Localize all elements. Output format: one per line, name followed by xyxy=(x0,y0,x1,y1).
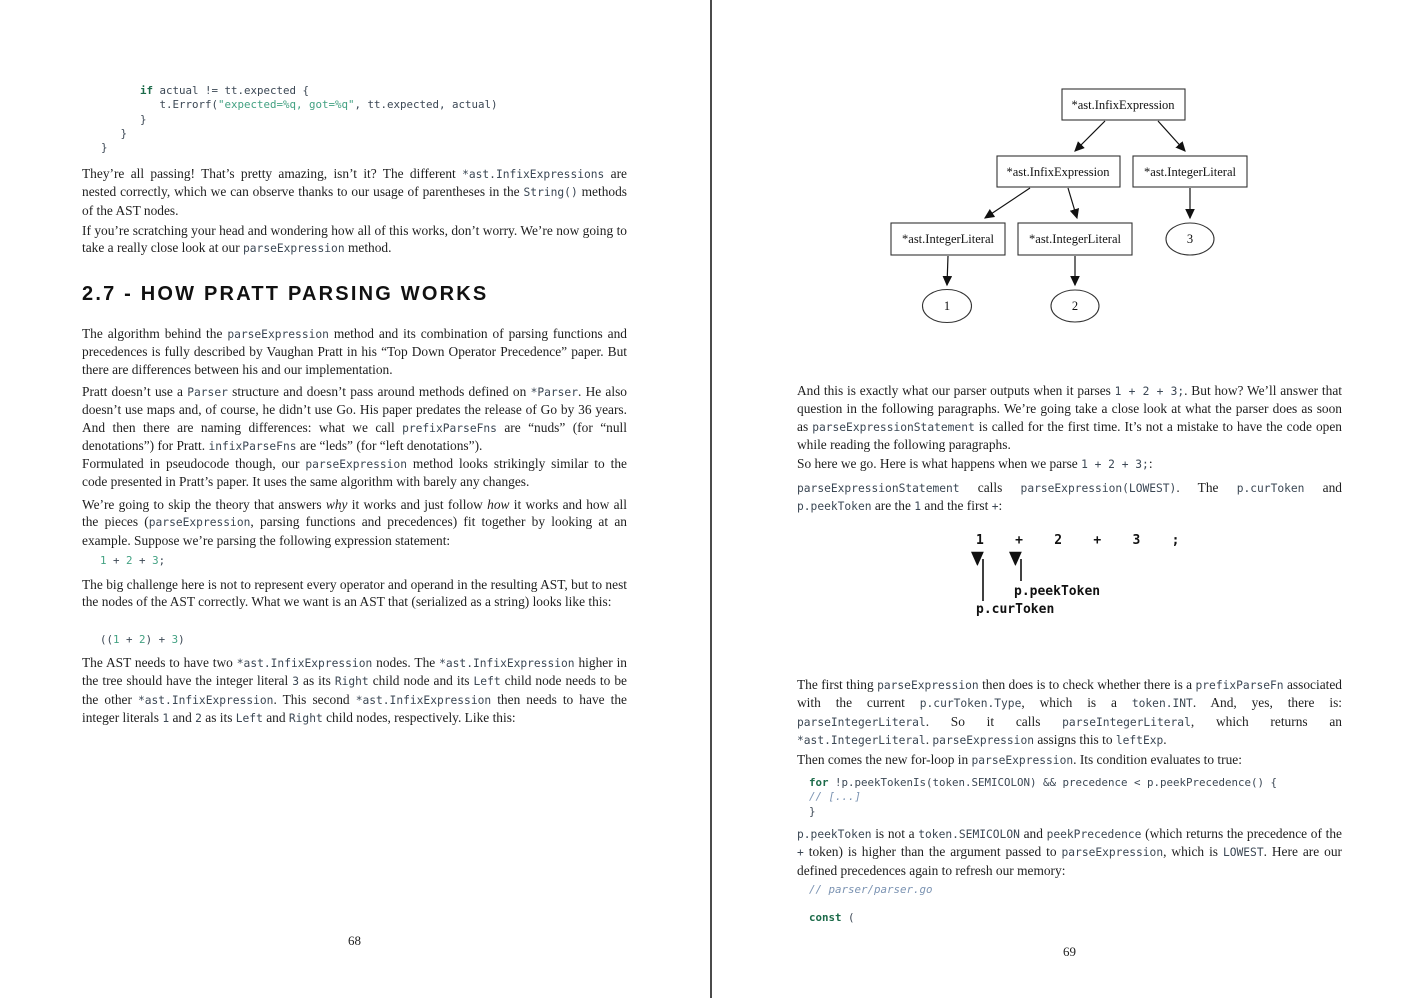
paragraph-so-here-we-go xyxy=(797,455,1342,473)
text-run: is not a xyxy=(871,826,919,841)
text-run: The AST needs to have two xyxy=(82,655,237,670)
page-number-right: 69 xyxy=(1063,944,1076,959)
text-run: The big challenge here is not to represent every operator and operand in the resulting AST, but to nest the nodes of the AST correctly. What we want is an AST that (serialized as a string) looks like this: xyxy=(82,577,627,610)
code-block-for-loop xyxy=(809,776,1277,819)
text-run: parseExpression xyxy=(227,328,329,341)
text-run: } xyxy=(101,141,108,155)
text-run: } xyxy=(101,112,147,126)
text-run: why xyxy=(325,497,348,512)
text-run: , which returns an xyxy=(1190,713,1342,729)
text-run: 2 xyxy=(195,711,202,725)
text-run: Left xyxy=(235,711,263,725)
text-run: The algorithm behind the xyxy=(82,326,228,341)
text-run: "expected=%q, got=%q" xyxy=(218,98,355,112)
text-run: const xyxy=(809,911,842,924)
text-run: structure and doesn’t pass around methods defined on xyxy=(227,384,531,399)
paragraph-first-thing xyxy=(797,676,1342,749)
text-run: } xyxy=(101,126,128,140)
node-label-right-intlit: *ast.IntegerLiteral xyxy=(1144,165,1236,179)
text-run: p.curToken xyxy=(1236,482,1305,495)
edge-lit-to-1 xyxy=(947,256,948,285)
edge-infix-to-lit1 xyxy=(985,188,1030,218)
code-line xyxy=(100,633,185,647)
text-run xyxy=(101,84,140,97)
code-line xyxy=(101,98,498,112)
text-run: method. xyxy=(344,240,392,256)
peek-token-label: p.peekToken xyxy=(1014,584,1101,599)
text-run: And this is exactly what our parser outputs when it parses xyxy=(797,383,1115,398)
text-run: 3 xyxy=(171,633,179,646)
ast-tree-diagram xyxy=(862,85,1282,335)
code-line xyxy=(100,554,165,568)
text-run: They’re all passing! That’s pretty amazing, isn’t it? The different xyxy=(82,166,463,181)
text-run: We’re going to skip the theory that answers xyxy=(82,497,326,512)
text-run: higher in the tree should have the integer literal xyxy=(82,655,627,689)
text-run: is called for the first time. It’s not a mistake to have the code open while reading the following paragraphs. xyxy=(797,418,1342,452)
text-run: // [...] xyxy=(809,790,862,804)
text-run: p.peekToken xyxy=(797,500,872,514)
text-run: . But how? We’ll answer that question in the following paragraphs. We’re going take a close look at what the parser does as soon as xyxy=(797,383,1343,434)
token-pointer-figure xyxy=(964,533,1234,628)
text-run: *ast.InfixExpression xyxy=(355,693,492,707)
text-run: as its xyxy=(299,673,335,689)
text-run: If you’re scratching your head and wondering how all of this works, don’t worry. We’re now going to take a really close look at our xyxy=(82,223,627,256)
text-run: 2 xyxy=(139,633,146,646)
node-label-left-infix: *ast.InfixExpression xyxy=(1006,165,1110,179)
paragraph-peektoken-not-semicolon xyxy=(797,825,1342,879)
leaf-label-2: 2 xyxy=(1071,299,1079,313)
code-block-ast-string xyxy=(100,633,185,647)
node-label-intlit-2: *ast.IntegerLiteral xyxy=(1029,232,1121,246)
text-run: parseIntegerLiteral xyxy=(1062,715,1191,729)
paragraph-scratching-head xyxy=(82,222,627,258)
token-sequence: 1 + 2 + 3 ; xyxy=(976,533,1180,548)
text-run: token) is higher than the argument passed to xyxy=(803,844,1062,860)
text-run: . xyxy=(1163,731,1167,747)
text-run: Right xyxy=(288,711,323,725)
text-run: . xyxy=(925,731,933,747)
text-run: and xyxy=(1304,480,1342,495)
text-run: parseExpression xyxy=(243,242,345,256)
text-run: // parser/parser.go xyxy=(809,883,933,896)
code-block-const xyxy=(809,911,855,925)
text-run: then does is to check whether there is a xyxy=(978,677,1196,692)
text-run: and xyxy=(1019,826,1047,841)
code-block-expression xyxy=(100,554,165,568)
text-run: The first thing xyxy=(797,677,878,692)
text-run: + xyxy=(132,554,153,567)
text-run: : xyxy=(998,498,1003,514)
text-run: + xyxy=(797,846,804,860)
node-label-root-infix: *ast.InfixExpression xyxy=(1071,98,1175,112)
paragraph-big-challenge xyxy=(82,576,627,611)
text-run: . Its condition evaluates to true: xyxy=(1073,752,1242,767)
text-run: 3 xyxy=(292,675,299,689)
text-run: . And, yes, there is: xyxy=(1192,695,1343,711)
code-line xyxy=(101,113,498,127)
text-run: and the first xyxy=(921,498,992,514)
edge-infix-to-lit2 xyxy=(1068,188,1077,218)
text-run: . Here are our defined precedences again to refresh our memory: xyxy=(797,844,1342,878)
text-run: calls xyxy=(959,480,1021,495)
code-line xyxy=(809,911,855,925)
text-run: *ast.InfixExpression xyxy=(137,693,274,707)
text-run: *Parser xyxy=(530,386,578,399)
text-run: p.curToken.Type xyxy=(919,697,1022,711)
text-run: parseIntegerLiteral xyxy=(797,715,926,729)
page-number-left: 68 xyxy=(348,933,361,948)
text-run: it works and how all the pieces ( xyxy=(82,497,627,530)
text-run: token.INT xyxy=(1131,697,1193,711)
text-run: ; xyxy=(158,554,166,567)
text-run: + xyxy=(991,500,999,514)
text-run: . So it calls xyxy=(925,713,1063,729)
text-run: ) + xyxy=(145,633,172,646)
text-run: Left xyxy=(473,675,501,689)
paragraph-tests-passing xyxy=(82,165,627,219)
text-run: LOWEST xyxy=(1222,846,1264,860)
text-run: child node and its xyxy=(368,673,474,689)
code-block-test-errorf xyxy=(101,84,498,155)
text-run: , parsing functions and precedences) fit together by looking at an example. Suppose we’re parsing the following expression statement: xyxy=(82,514,627,548)
text-run: . The xyxy=(1176,480,1237,495)
edge-root-to-right xyxy=(1158,121,1185,151)
text-run: 2 xyxy=(126,554,133,567)
text-run: 1 xyxy=(113,633,120,646)
text-run: peekPrecedence xyxy=(1046,828,1142,841)
text-run: + xyxy=(106,554,127,567)
code-line xyxy=(101,84,498,98)
code-comment-parser-go xyxy=(809,883,933,897)
text-run: Pratt doesn’t use a xyxy=(82,384,188,399)
text-run: parseExpression xyxy=(971,754,1074,767)
code-line xyxy=(101,141,498,155)
text-run: *ast.InfixExpression xyxy=(236,657,373,670)
paragraph-parse-statement-calls xyxy=(797,479,1342,516)
text-run: actual != tt.expected { xyxy=(153,84,310,97)
text-run: infixParseFns xyxy=(208,439,297,453)
text-run: ( xyxy=(841,911,855,924)
code-line xyxy=(809,790,1277,804)
text-run: parseExpressionStatement xyxy=(797,482,960,495)
text-run: child node needs to be the other xyxy=(82,673,627,707)
text-run: token.SEMICOLON xyxy=(918,828,1020,841)
text-run: *ast.InfixExpressions xyxy=(462,168,605,181)
text-run: parseExpressionStatement xyxy=(812,420,975,434)
text-run: are “nuds” (for “null denotations”) for Pratt. xyxy=(82,419,627,453)
text-run: (( xyxy=(100,633,114,646)
text-run: *ast.InfixExpression xyxy=(439,657,575,670)
text-run: String() xyxy=(523,186,578,200)
paragraph-pratt-differences xyxy=(82,383,627,455)
text-run: parseExpression xyxy=(148,516,251,530)
text-run: assigns this to xyxy=(1034,731,1116,747)
text-run: parseExpression(LOWEST) xyxy=(1020,482,1177,495)
text-run: : xyxy=(1148,456,1153,471)
text-run: how xyxy=(487,497,510,512)
text-run: . He also doesn’t use maps and, of course, he didn’t use Go. His paper predates the release of Go by 36 years. And then there are naming differences: what we call xyxy=(82,384,627,435)
code-line xyxy=(101,127,498,141)
text-run: as its xyxy=(201,709,236,725)
text-run: *ast.IntegerLiteral xyxy=(797,733,926,747)
text-run: , which is xyxy=(1163,844,1223,860)
text-run: are “leds” (for “left denotations”). xyxy=(296,437,483,453)
text-run: } xyxy=(809,804,816,818)
text-run: prefixParseFns xyxy=(402,421,497,435)
text-run: then needs to have the integer literals xyxy=(82,691,627,725)
leaf-label-1: 1 xyxy=(943,299,951,313)
text-run: So here we go. Here is what happens when we parse xyxy=(797,456,1082,471)
code-line xyxy=(809,883,933,897)
text-run: method looks strikingly similar to the code presented in Pratt’s paper. It uses the same algorithm with barely any changes. xyxy=(82,456,627,490)
text-run: if xyxy=(140,84,154,97)
text-run: child nodes, respectively. Like this: xyxy=(322,709,516,725)
text-run: nodes. The xyxy=(372,655,440,670)
text-run: , which is a xyxy=(1021,695,1132,711)
paragraph-then-comes-for-loop xyxy=(797,751,1342,769)
text-run: method and its combination of parsing functions and precedences is fully described by Vaughan Pratt in his “Top Down Operator Precedence” paper. But there are differences between his and our implementation. xyxy=(82,326,627,377)
text-run: and xyxy=(169,709,196,725)
text-run: parseExpression xyxy=(932,733,1035,747)
text-run: for xyxy=(809,776,829,789)
text-run: associated with the current xyxy=(797,677,1342,711)
paragraph-algorithm-behind xyxy=(82,325,627,378)
leaf-label-3: 3 xyxy=(1186,232,1194,246)
text-run: + xyxy=(119,633,140,646)
text-run: methods of the AST nodes. xyxy=(82,184,627,218)
text-run: are nested correctly, which we can observe thanks to our usage of parentheses in the xyxy=(82,166,627,200)
text-run: p.peekToken xyxy=(797,828,872,841)
paragraph-pseudocode xyxy=(82,455,627,491)
text-run: Parser xyxy=(187,386,228,399)
text-run: 1 + 2 + 3; xyxy=(1114,385,1185,398)
text-run: leftExp xyxy=(1115,733,1164,747)
code-line xyxy=(809,776,1277,790)
text-run: 1 xyxy=(914,500,922,514)
text-run: (which returns the precedence of the xyxy=(1141,826,1342,841)
text-run: 3 xyxy=(152,554,159,567)
node-label-intlit-1: *ast.IntegerLiteral xyxy=(902,232,994,246)
cur-token-label: p.curToken xyxy=(976,602,1055,617)
text-run: Then comes the new for-loop in xyxy=(797,752,972,767)
text-run: Right xyxy=(334,675,369,689)
paragraph-ast-needs xyxy=(82,654,627,727)
text-run: prefixParseFn xyxy=(1195,679,1284,692)
text-run: and xyxy=(262,709,289,725)
text-run: ) xyxy=(178,633,185,646)
edge-root-to-left xyxy=(1075,121,1105,151)
text-run: Formulated in pseudocode though, our xyxy=(82,456,306,471)
text-run: , tt.expected, actual) xyxy=(354,98,498,112)
page-right xyxy=(710,0,1420,998)
text-run: 1 xyxy=(162,711,170,725)
text-run: !p.peekTokenIs(token.SEMICOLON) && precedence < p.peekPrecedence() { xyxy=(828,776,1278,789)
text-run: 1 xyxy=(100,554,107,567)
text-run: parseExpression xyxy=(1061,846,1164,860)
section-heading: 2.7 - HOW PRATT PARSING WORKS xyxy=(82,283,489,305)
text-run: parseExpression xyxy=(877,679,979,692)
paragraph-skip-theory xyxy=(82,496,627,549)
text-run: . This second xyxy=(273,691,356,707)
text-run: parseExpression xyxy=(305,458,407,471)
text-run: t.Errorf( xyxy=(101,98,219,112)
text-run: are the xyxy=(871,498,915,514)
text-run: it works and just follow xyxy=(347,497,488,512)
paragraph-exactly-what-parser xyxy=(797,382,1342,453)
code-line xyxy=(809,805,1277,819)
text-run: 1 + 2 + 3; xyxy=(1081,458,1149,471)
